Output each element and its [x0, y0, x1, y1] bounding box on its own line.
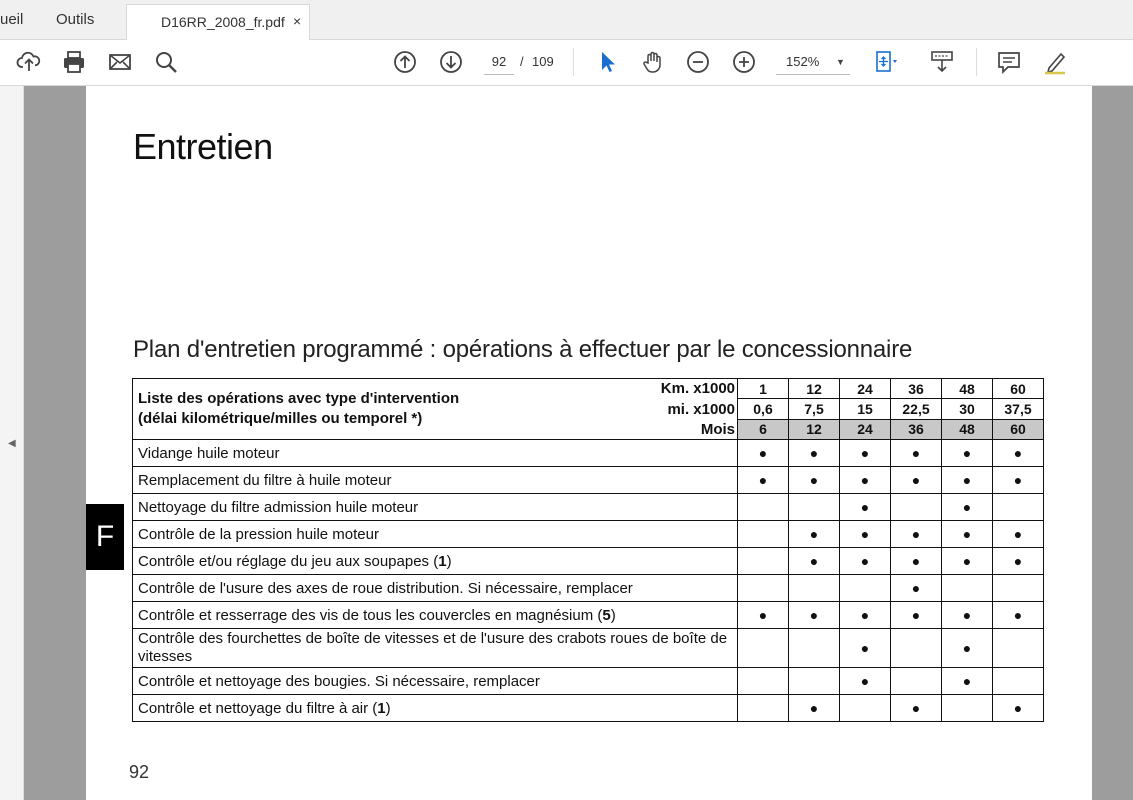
schedule-empty-cell [738, 629, 789, 668]
schedule-empty-cell [840, 575, 891, 602]
mois-value: 6 [738, 419, 789, 439]
schedule-empty-cell [789, 668, 840, 695]
schedule-mark: ● [840, 629, 891, 668]
mi-value: 15 [840, 399, 891, 419]
operation-text: Contrôle et/ou réglage du jeu aux soupapes ( [138, 552, 439, 570]
schedule-empty-cell [738, 668, 789, 695]
operation-text: Vidange huile moteur [138, 444, 280, 462]
mois-value: 24 [840, 419, 891, 439]
schedule-mark: ● [789, 440, 840, 467]
schedule-mark: ● [891, 467, 942, 494]
schedule-empty-cell [942, 575, 993, 602]
operation-text: Nettoyage du filtre admission huile moteur [138, 498, 419, 516]
mois-label: Mois [700, 421, 735, 438]
maintenance-schedule-table [132, 378, 1044, 722]
operation-text: Contrôle de la pression huile moteur [138, 525, 379, 543]
tab-document[interactable] [126, 4, 310, 41]
operation-text: Contrôle des fourchettes de boîte de vitesses et de l'usure des crabots roues de boîte de vitesses [138, 630, 728, 665]
fit-page-icon[interactable] [872, 49, 898, 75]
language-tab-marker: F [86, 504, 124, 570]
print-icon[interactable] [61, 49, 87, 75]
close-icon[interactable]: × [293, 13, 302, 29]
schedule-mark: ● [891, 695, 942, 722]
tab-home[interactable]: ueil [0, 11, 24, 28]
schedule-mark: ● [942, 494, 993, 521]
document-viewer[interactable] [24, 86, 1133, 800]
operation-label [133, 575, 738, 602]
scroll-mode-icon[interactable] [929, 49, 955, 75]
schedule-empty-cell [738, 548, 789, 575]
schedule-empty-cell [993, 494, 1044, 521]
schedule-mark: ● [993, 521, 1044, 548]
schedule-mark: ● [993, 602, 1044, 629]
table-row [133, 440, 1044, 467]
schedule-mark: ● [891, 575, 942, 602]
search-icon[interactable] [153, 49, 179, 75]
schedule-empty-cell [993, 668, 1044, 695]
operation-text: Contrôle et resserrage des vis de tous les couvercles en magnésium ( [138, 606, 603, 624]
schedule-empty-cell [789, 575, 840, 602]
km-value: 1 [738, 379, 789, 399]
page-number-input[interactable]: 92 [484, 50, 514, 75]
schedule-mark: ● [840, 440, 891, 467]
operation-text-suffix: ) [610, 606, 616, 624]
operation-label [133, 629, 738, 668]
schedule-mark: ● [840, 602, 891, 629]
pdf-page [86, 86, 1092, 800]
table-row [133, 467, 1044, 494]
schedule-mark: ● [891, 548, 942, 575]
page-down-icon[interactable] [438, 49, 464, 75]
km-value: 60 [993, 379, 1044, 399]
tab-tools[interactable]: Outils [56, 11, 95, 28]
schedule-mark: ● [840, 668, 891, 695]
operation-label [133, 548, 738, 575]
mi-label: mi. x1000 [667, 400, 735, 418]
hand-icon[interactable] [640, 49, 666, 75]
zoom-out-icon[interactable] [685, 49, 711, 75]
operation-label [133, 695, 738, 722]
chevron-down-icon: ▼ [836, 57, 845, 67]
schedule-mark: ● [942, 440, 993, 467]
table-header-cell [133, 379, 738, 440]
schedule-empty-cell [891, 668, 942, 695]
km-value: 36 [891, 379, 942, 399]
toolbar [0, 40, 1133, 86]
mi-value: 37,5 [993, 399, 1044, 419]
mois-value: 36 [891, 419, 942, 439]
operation-text: Contrôle et nettoyage du filtre à air ( [138, 699, 378, 717]
schedule-mark: ● [942, 521, 993, 548]
schedule-mark: ● [789, 602, 840, 629]
operation-label [133, 602, 738, 629]
schedule-mark: ● [891, 440, 942, 467]
mi-value: 22,5 [891, 399, 942, 419]
zoom-in-icon[interactable] [731, 49, 757, 75]
schedule-mark: ● [738, 440, 789, 467]
schedule-mark: ● [942, 629, 993, 668]
schedule-empty-cell [891, 629, 942, 668]
schedule-mark: ● [891, 521, 942, 548]
toolbar-divider [976, 48, 977, 76]
toolbar-divider [573, 48, 574, 76]
table-row [133, 629, 1044, 668]
page-total: 109 [532, 54, 554, 69]
schedule-empty-cell [738, 575, 789, 602]
operation-text-suffix: ) [446, 552, 452, 570]
schedule-mark: ● [789, 467, 840, 494]
schedule-mark: ● [942, 668, 993, 695]
table-row [133, 668, 1044, 695]
schedule-mark: ● [738, 467, 789, 494]
schedule-empty-cell [738, 494, 789, 521]
mail-icon[interactable] [107, 49, 133, 75]
schedule-empty-cell [789, 494, 840, 521]
operation-text: Contrôle et nettoyage des bougies. Si nécessaire, remplacer [138, 672, 540, 690]
schedule-empty-cell [993, 575, 1044, 602]
schedule-mark: ● [891, 602, 942, 629]
table-row [133, 548, 1044, 575]
section-subtitle: Plan d'entretien programmé : opérations à effectuer par le concessionnaire [133, 336, 913, 363]
schedule-empty-cell [789, 629, 840, 668]
schedule-empty-cell [891, 494, 942, 521]
operation-label [133, 521, 738, 548]
page-separator: / [520, 54, 524, 69]
mois-value: 12 [789, 419, 840, 439]
page-number: 92 [129, 762, 150, 782]
schedule-mark: ● [840, 494, 891, 521]
cloud-upload-icon[interactable] [16, 49, 42, 75]
schedule-mark: ● [993, 467, 1044, 494]
zoom-value: 152% [786, 54, 820, 69]
schedule-empty-cell [738, 695, 789, 722]
note-reference: 1 [377, 699, 386, 717]
page-up-icon[interactable] [392, 49, 418, 75]
schedule-mark: ● [942, 467, 993, 494]
schedule-mark: ● [993, 440, 1044, 467]
page-title: Entretien [133, 126, 273, 167]
navigation-pane-strip [0, 86, 24, 800]
operation-text: Contrôle de l'usure des axes de roue distribution. Si nécessaire, remplacer [138, 579, 633, 597]
km-value: 48 [942, 379, 993, 399]
schedule-mark: ● [840, 548, 891, 575]
schedule-mark: ● [993, 695, 1044, 722]
schedule-mark: ● [840, 521, 891, 548]
mi-value: 30 [942, 399, 993, 419]
schedule-mark: ● [993, 548, 1044, 575]
select-cursor-icon[interactable] [594, 49, 620, 75]
operation-label [133, 668, 738, 695]
mi-value: 0,6 [738, 399, 789, 419]
schedule-mark: ● [942, 602, 993, 629]
header-title-line-1: Liste des opérations avec type d'intervention [138, 390, 460, 407]
header-title-line-2: (délai kilométrique/milles ou temporel *) [138, 410, 423, 427]
operation-text: Remplacement du filtre à huile moteur [138, 471, 392, 489]
km-label: Km. x1000 [660, 380, 735, 397]
schedule-mark: ● [789, 521, 840, 548]
operation-label [133, 494, 738, 521]
table-header-row [133, 379, 1044, 399]
highlight-pen-icon[interactable] [1042, 49, 1068, 75]
schedule-mark: ● [840, 467, 891, 494]
schedule-empty-cell [942, 695, 993, 722]
tab-bar [0, 0, 1133, 40]
schedule-mark: ● [738, 602, 789, 629]
table-row [133, 521, 1044, 548]
mois-value: 48 [942, 419, 993, 439]
note-reference: 5 [602, 606, 611, 624]
comment-icon[interactable] [996, 49, 1022, 75]
zoom-select[interactable] [776, 50, 850, 75]
schedule-mark: ● [942, 548, 993, 575]
km-value: 12 [789, 379, 840, 399]
schedule-empty-cell [840, 695, 891, 722]
mois-value: 60 [993, 419, 1044, 439]
table-row [133, 602, 1044, 629]
table-row [133, 494, 1044, 521]
schedule-mark: ● [789, 548, 840, 575]
operation-text-suffix: ) [385, 699, 391, 717]
schedule-empty-cell [993, 629, 1044, 668]
tab-document-label: D16RR_2008_fr.pdf [161, 14, 285, 30]
schedule-empty-cell [738, 521, 789, 548]
table-row [133, 695, 1044, 722]
schedule-mark: ● [789, 695, 840, 722]
operation-label [133, 440, 738, 467]
table-row [133, 575, 1044, 602]
expand-panel-icon[interactable]: ◀ [8, 438, 16, 449]
km-value: 24 [840, 379, 891, 399]
mi-value: 7,5 [789, 399, 840, 419]
operation-label [133, 467, 738, 494]
note-reference: 1 [438, 552, 447, 570]
